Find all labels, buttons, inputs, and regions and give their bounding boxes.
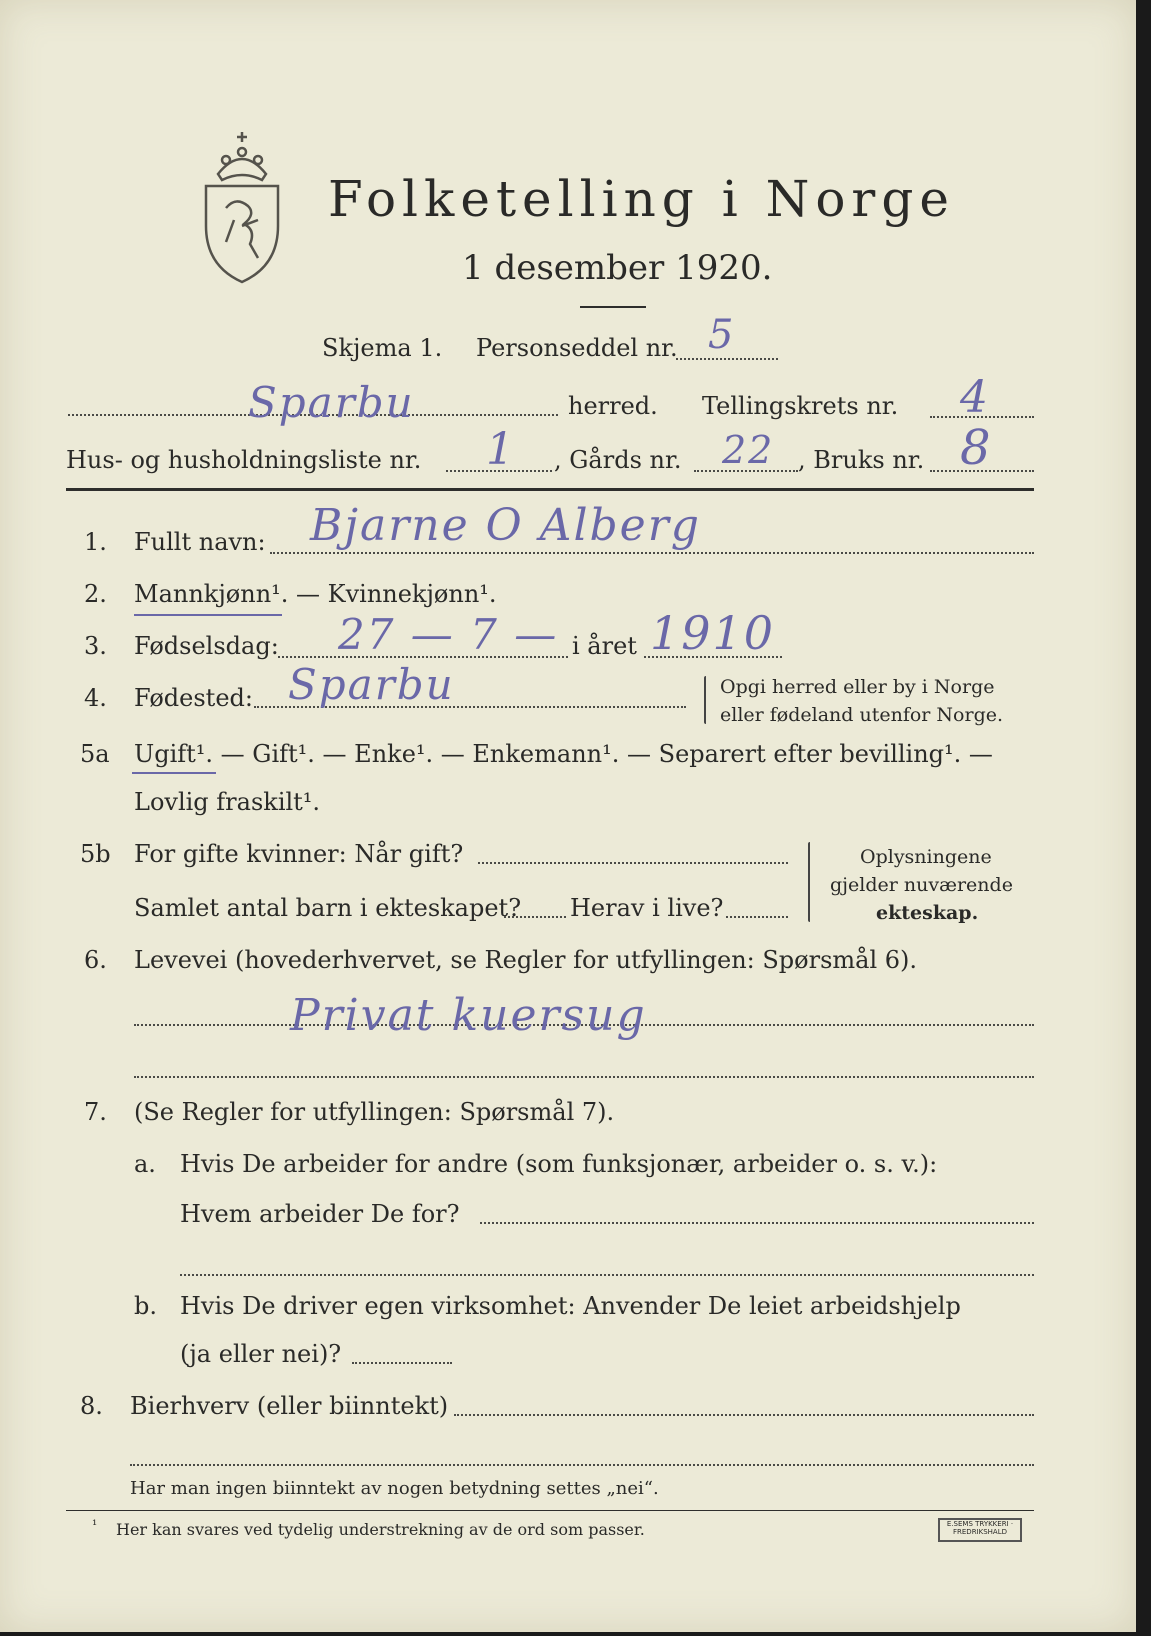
q5b-label-2: Samlet antal barn i ekteskapet?: [134, 894, 522, 922]
q5a-label: Ugift¹. — Gift¹. — Enke¹. — Enkemann¹. — Separert efter bevilling¹. —: [134, 740, 993, 768]
q3-year-label: i året: [572, 632, 637, 660]
tellingskrets-label: Tellingskrets nr.: [702, 392, 899, 420]
q5b-number: 5b: [80, 840, 111, 868]
q5b-label-3: Herav i live?: [570, 894, 724, 922]
printer-stamp: E.SEMS TRYKKERI · FREDRIKSHALD: [938, 1518, 1022, 1542]
bruks-label: , Bruks nr.: [798, 446, 925, 474]
q7a-line-2: [180, 1274, 1034, 1276]
q7a-line-1: [480, 1222, 1034, 1224]
q4-value[interactable]: Sparbu: [288, 660, 455, 709]
q5b-children-line: [504, 916, 566, 918]
q6-line-2: [134, 1076, 1034, 1078]
liste-label: Hus- og husholdningsliste nr.: [66, 446, 422, 474]
q3-number: 3.: [84, 632, 107, 660]
q1-line: [270, 552, 1034, 554]
footer-note: Har man ingen biinntekt av nogen betydning settes „nei“.: [130, 1478, 659, 1499]
q4-brace: [704, 676, 706, 724]
q1-value[interactable]: Bjarne O Alberg: [310, 500, 701, 551]
personseddel-value[interactable]: 5: [708, 312, 736, 358]
q2-underline: [134, 614, 282, 616]
q5b-brace: [808, 842, 810, 922]
q5b-label: For gifte kvinner: Når gift?: [134, 840, 464, 868]
q5b-note-2: gjelder nuværende: [830, 874, 1013, 896]
q2-number: 2.: [84, 580, 107, 608]
q2-label: Mannkjønn¹. — Kvinnekjønn¹.: [134, 580, 497, 608]
q8-line-2: [130, 1464, 1034, 1466]
schema-label: Skjema 1.: [322, 334, 443, 362]
q4-label: Fødested:: [134, 684, 253, 712]
coat-of-arms-icon: [196, 128, 288, 284]
q5b-alive-line: [726, 916, 788, 918]
header-rule: [66, 488, 1034, 491]
liste-value[interactable]: 1: [486, 424, 516, 475]
bruks-value[interactable]: 8: [960, 420, 993, 476]
q7b-label: Hvis De driver egen virksomhet: Anvender De leiet arbeidshjelp: [180, 1292, 961, 1320]
q7-number: 7.: [84, 1098, 107, 1126]
footnote-mark: ¹: [92, 1518, 98, 1533]
q5b-note-1: Oplysningene: [860, 846, 992, 868]
q6-number: 6.: [84, 946, 107, 974]
q7b-label-2: (ja eller nei)?: [180, 1340, 342, 1368]
q8-line-1: [454, 1414, 1034, 1416]
footer-rule: [66, 1510, 1034, 1511]
q7a-label-2: Hvem arbeider De for?: [180, 1200, 460, 1228]
q5b-note-3: ekteskap.: [876, 902, 979, 924]
herred-value[interactable]: Sparbu: [248, 378, 415, 427]
q7b-letter: b.: [134, 1292, 157, 1320]
q7-label: (Se Regler for utfyllingen: Spørsmål 7).: [134, 1098, 615, 1126]
q4-note-1: Opgi herred eller by i Norge: [720, 676, 995, 698]
q7a-letter: a.: [134, 1150, 156, 1178]
gards-label: , Gårds nr.: [554, 446, 682, 474]
q3-year-value[interactable]: 1910: [650, 606, 776, 660]
q6-label: Levevei (hovederhvervet, se Regler for utfyllingen: Spørsmål 6).: [134, 946, 918, 974]
q5b-married-line: [478, 862, 788, 864]
q5a-underline: [132, 772, 216, 774]
gards-value[interactable]: 22: [722, 428, 775, 472]
q6-value[interactable]: Privat kuersug: [290, 990, 647, 1041]
tellingskrets-value[interactable]: 4: [960, 372, 990, 423]
q4-number: 4.: [84, 684, 107, 712]
q7a-label: Hvis De arbeider for andre (som funksjonær, arbeider o. s. v.):: [180, 1150, 938, 1178]
q3-value[interactable]: 27 — 7 —: [338, 610, 559, 659]
footnote-text: Her kan svares ved tydelig understrekning av de ord som passer.: [116, 1520, 645, 1539]
q5a-number: 5a: [80, 740, 110, 768]
q7b-line: [352, 1362, 452, 1364]
q3-label: Fødselsdag:: [134, 632, 279, 660]
personseddel-label: Personseddel nr.: [476, 334, 678, 362]
q1-number: 1.: [84, 528, 107, 556]
title-divider: [580, 306, 646, 308]
q8-label: Bierhverv (eller biinntekt): [130, 1392, 449, 1420]
personseddel-line: [676, 358, 778, 360]
form-title: Folketelling i Norge: [328, 170, 955, 228]
q4-note-2: eller fødeland utenfor Norge.: [720, 704, 1004, 726]
form-date: 1 desember 1920.: [462, 248, 773, 288]
q1-label: Fullt navn:: [134, 528, 266, 556]
q5a-label-2: Lovlig fraskilt¹.: [134, 788, 321, 816]
q8-number: 8.: [80, 1392, 103, 1420]
herred-label: herred.: [568, 392, 658, 420]
